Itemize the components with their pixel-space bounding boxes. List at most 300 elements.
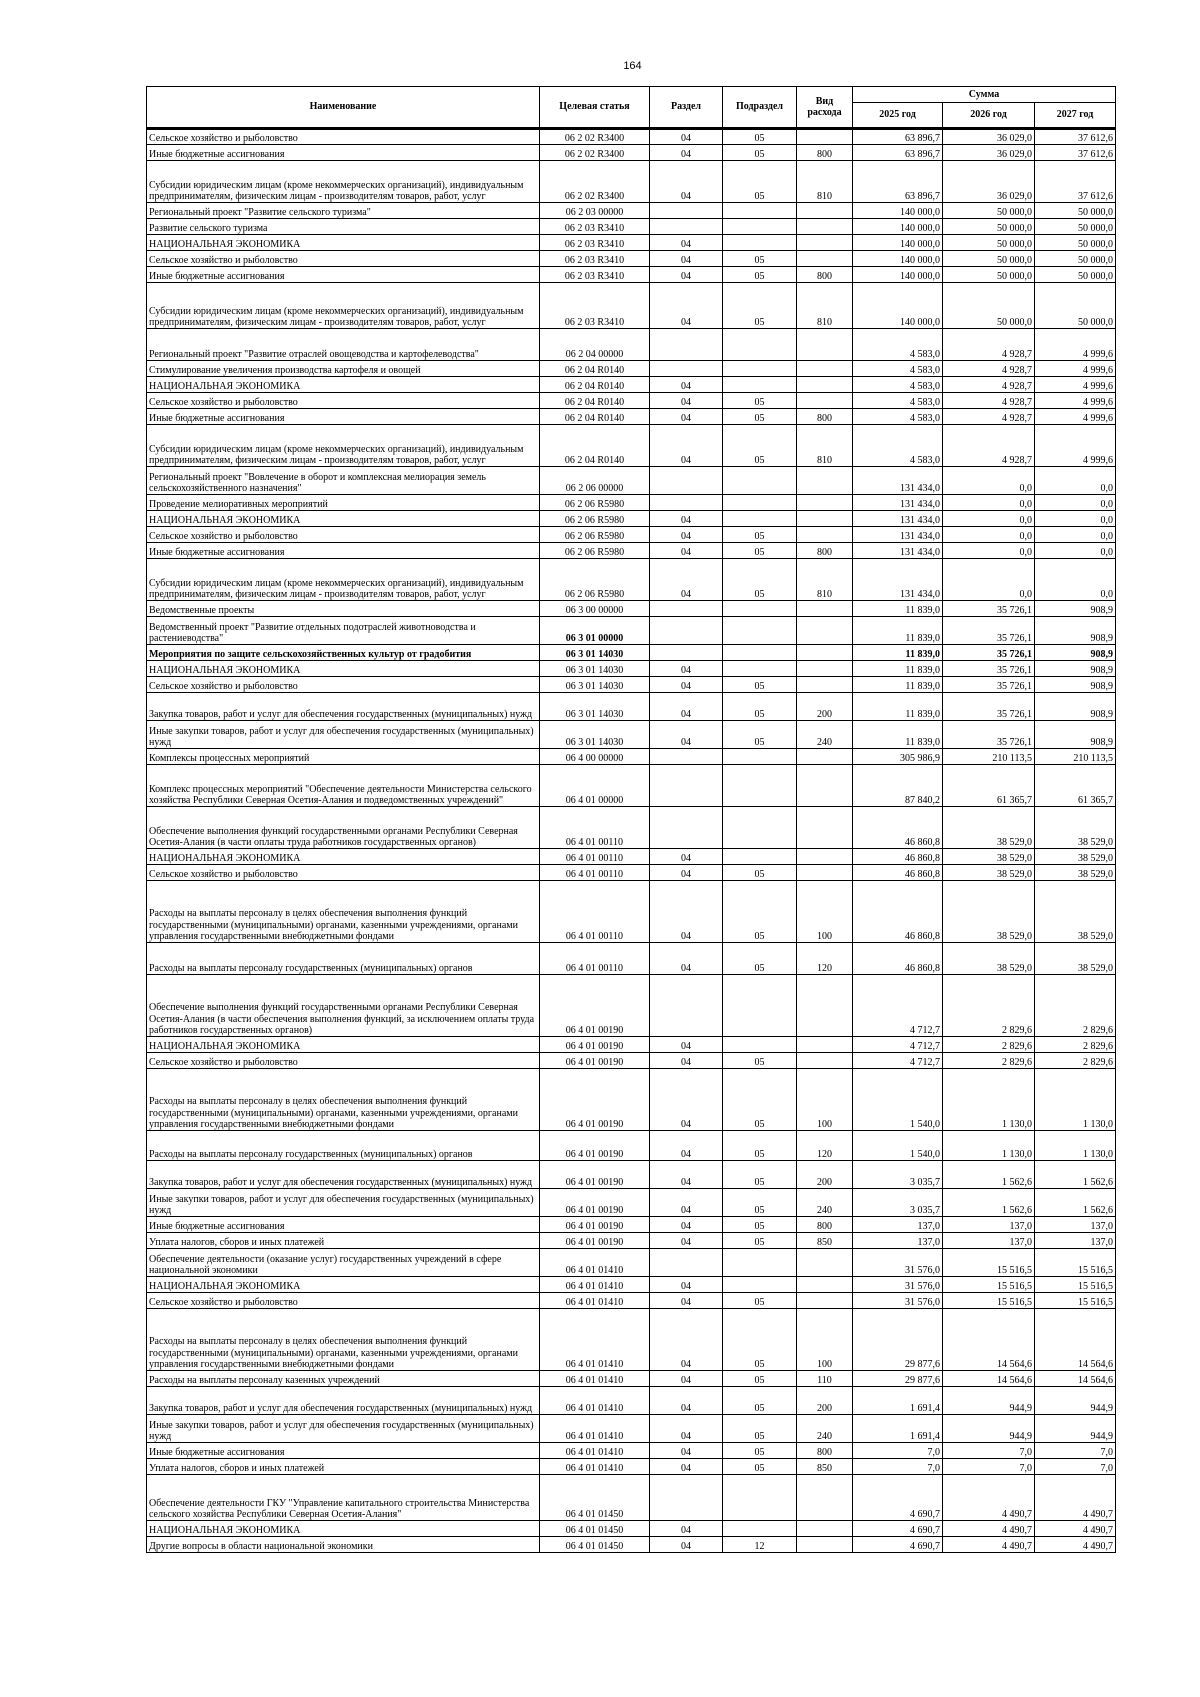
row-target-article: 06 4 01 00190 [540,1233,650,1249]
table-row [147,645,1116,661]
row-sum-2027: 4 999,6 [1035,361,1116,377]
row-target-article: 06 4 01 01410 [540,1415,650,1443]
header-year-2026: 2026 год [943,103,1035,129]
table-row [147,975,1116,1037]
row-subsection: 05 [723,1443,797,1459]
row-expense-type [797,129,853,145]
row-subsection: 05 [723,693,797,721]
row-target-article: 06 4 01 00110 [540,849,650,865]
row-name: Уплата налогов, сборов и иных платежей [147,1459,540,1475]
table-row [147,849,1116,865]
row-name: Стимулирование увеличения производства картофеля и овощей [147,361,540,377]
row-sum-2026: 15 516,5 [943,1293,1035,1309]
row-sum-2025: 11 839,0 [853,677,943,693]
row-sum-2025: 4 690,7 [853,1521,943,1537]
row-section [650,975,723,1037]
table-row [147,283,1116,329]
row-section: 04 [650,1131,723,1161]
row-expense-type: 240 [797,721,853,749]
row-sum-2025: 63 896,7 [853,161,943,203]
row-target-article: 06 2 06 00000 [540,467,650,495]
row-subsection [723,1037,797,1053]
row-expense-type [797,1277,853,1293]
row-subsection: 05 [723,1053,797,1069]
row-expense-type: 240 [797,1189,853,1217]
row-section [650,617,723,645]
row-sum-2025: 4 690,7 [853,1537,943,1553]
row-sum-2026: 210 113,5 [943,749,1035,765]
row-sum-2027: 4 999,6 [1035,425,1116,467]
table-row [147,765,1116,807]
row-expense-type: 120 [797,1131,853,1161]
table-header [147,87,1116,129]
row-expense-type: 100 [797,1309,853,1371]
row-sum-2026: 4 928,7 [943,409,1035,425]
row-sum-2027: 4 490,7 [1035,1521,1116,1537]
row-sum-2025: 11 839,0 [853,661,943,677]
table-row [147,1053,1116,1069]
table-row [147,145,1116,161]
row-expense-type [797,361,853,377]
row-sum-2027: 38 529,0 [1035,943,1116,975]
row-subsection: 05 [723,543,797,559]
row-expense-type: 800 [797,543,853,559]
table-row [147,251,1116,267]
row-sum-2025: 1 540,0 [853,1131,943,1161]
row-sum-2025: 140 000,0 [853,235,943,251]
row-name: Иные бюджетные ассигнования [147,1443,540,1459]
row-section: 04 [650,1293,723,1309]
row-sum-2026: 137,0 [943,1217,1035,1233]
row-subsection [723,849,797,865]
row-sum-2027: 0,0 [1035,527,1116,543]
row-sum-2026: 14 564,6 [943,1309,1035,1371]
row-target-article: 06 4 01 01410 [540,1371,650,1387]
row-target-article: 06 2 04 00000 [540,329,650,361]
row-section [650,329,723,361]
row-section: 04 [650,865,723,881]
table-row [147,1537,1116,1553]
row-sum-2026: 38 529,0 [943,881,1035,943]
row-subsection [723,645,797,661]
row-name: Субсидии юридическим лицам (кроме некоммерческих организаций), индивидуальным предпринимателям, физическим лицам - производителям товаров, работ, услуг [147,283,540,329]
row-sum-2026: 7,0 [943,1443,1035,1459]
row-sum-2025: 63 896,7 [853,145,943,161]
row-name: Расходы на выплаты персоналу казенных учреждений [147,1371,540,1387]
row-section: 04 [650,161,723,203]
row-name: Сельское хозяйство и рыболовство [147,527,540,543]
row-target-article: 06 3 01 14030 [540,693,650,721]
table-row [147,601,1116,617]
table-row [147,161,1116,203]
row-expense-type [797,849,853,865]
row-sum-2026: 50 000,0 [943,235,1035,251]
row-name: Расходы на выплаты персоналу в целях обеспечения выполнения функций государственными (муниципальными) органами, казенными учреждениями, органами управления государственными внебюджетными фондами [147,1309,540,1371]
row-name: Иные закупки товаров, работ и услуг для обеспечения государственных (муниципальных) нужд [147,1189,540,1217]
row-name: Расходы на выплаты персоналу в целях обеспечения выполнения функций государственными (муниципальными) органами, казенными учреждениями, органами управления государственными внебюджетными фондами [147,881,540,943]
row-target-article: 06 4 01 00190 [540,1037,650,1053]
table-row [147,361,1116,377]
row-name: Закупка товаров, работ и услуг для обеспечения государственных (муниципальных) нужд [147,693,540,721]
row-sum-2027: 14 564,6 [1035,1309,1116,1371]
row-target-article: 06 4 01 00190 [540,1217,650,1233]
row-subsection [723,377,797,393]
row-sum-2027: 1 562,6 [1035,1189,1116,1217]
row-section: 04 [650,543,723,559]
row-target-article: 06 4 01 01410 [540,1443,650,1459]
row-sum-2027: 38 529,0 [1035,807,1116,849]
row-subsection [723,1249,797,1277]
row-sum-2027: 50 000,0 [1035,267,1116,283]
row-expense-type [797,975,853,1037]
row-sum-2027: 4 999,6 [1035,409,1116,425]
row-expense-type: 200 [797,693,853,721]
row-subsection: 05 [723,1069,797,1131]
table-row [147,1233,1116,1249]
row-subsection [723,1475,797,1521]
row-sum-2026: 38 529,0 [943,807,1035,849]
row-section: 04 [650,377,723,393]
row-sum-2025: 131 434,0 [853,495,943,511]
row-subsection: 05 [723,1293,797,1309]
table-row [147,1161,1116,1189]
row-sum-2026: 4 928,7 [943,425,1035,467]
row-name: НАЦИОНАЛЬНАЯ ЭКОНОМИКА [147,1037,540,1053]
row-sum-2027: 137,0 [1035,1233,1116,1249]
row-subsection: 05 [723,425,797,467]
row-expense-type [797,511,853,527]
row-sum-2027: 7,0 [1035,1443,1116,1459]
row-section: 04 [650,1309,723,1371]
row-sum-2026: 2 829,6 [943,1053,1035,1069]
row-subsection: 05 [723,1309,797,1371]
row-target-article: 06 4 01 01410 [540,1249,650,1277]
row-sum-2027: 908,9 [1035,677,1116,693]
row-target-article: 06 4 01 00190 [540,1053,650,1069]
row-section: 04 [650,409,723,425]
row-section: 04 [650,1217,723,1233]
row-sum-2026: 38 529,0 [943,849,1035,865]
row-sum-2027: 4 490,7 [1035,1475,1116,1521]
row-expense-type: 100 [797,881,853,943]
row-subsection: 05 [723,1387,797,1415]
row-sum-2027: 14 564,6 [1035,1371,1116,1387]
row-sum-2025: 4 690,7 [853,1475,943,1521]
table-row [147,377,1116,393]
row-sum-2026: 0,0 [943,527,1035,543]
row-target-article: 06 4 01 01450 [540,1537,650,1553]
row-sum-2026: 35 726,1 [943,693,1035,721]
row-name: Иные бюджетные ассигнования [147,1217,540,1233]
table-row [147,1069,1116,1131]
table-row [147,865,1116,881]
row-sum-2026: 50 000,0 [943,219,1035,235]
row-sum-2027: 2 829,6 [1035,975,1116,1037]
row-name: Ведомственный проект "Развитие отдельных подотраслей животноводства и растениеводства" [147,617,540,645]
row-sum-2025: 11 839,0 [853,693,943,721]
row-expense-type [797,219,853,235]
row-name: Иные бюджетные ассигнования [147,267,540,283]
row-sum-2025: 137,0 [853,1233,943,1249]
table-row [147,1131,1116,1161]
row-target-article: 06 2 02 R3400 [540,129,650,145]
row-subsection: 05 [723,1189,797,1217]
row-expense-type: 810 [797,283,853,329]
row-section: 04 [650,1161,723,1189]
row-sum-2025: 140 000,0 [853,283,943,329]
row-expense-type: 110 [797,1371,853,1387]
row-name: Закупка товаров, работ и услуг для обеспечения государственных (муниципальных) нужд [147,1161,540,1189]
row-subsection [723,329,797,361]
header-sum: Сумма [853,87,1116,103]
row-sum-2027: 37 612,6 [1035,145,1116,161]
row-sum-2026: 36 029,0 [943,145,1035,161]
row-name: Развитие сельского туризма [147,219,540,235]
row-section: 04 [650,267,723,283]
row-sum-2027: 908,9 [1035,693,1116,721]
row-target-article: 06 3 01 14030 [540,645,650,661]
row-target-article: 06 2 04 R0140 [540,393,650,409]
row-name: Иные закупки товаров, работ и услуг для обеспечения государственных (муниципальных) нужд [147,721,540,749]
row-sum-2026: 35 726,1 [943,721,1035,749]
row-name: Сельское хозяйство и рыболовство [147,129,540,145]
row-sum-2027: 15 516,5 [1035,1293,1116,1309]
row-sum-2026: 61 365,7 [943,765,1035,807]
row-sum-2026: 944,9 [943,1387,1035,1415]
row-sum-2026: 50 000,0 [943,203,1035,219]
row-expense-type [797,601,853,617]
row-expense-type [797,377,853,393]
row-target-article: 06 4 01 00190 [540,975,650,1037]
row-sum-2026: 15 516,5 [943,1277,1035,1293]
table-row [147,1293,1116,1309]
row-sum-2025: 131 434,0 [853,527,943,543]
row-sum-2026: 0,0 [943,495,1035,511]
row-target-article: 06 4 00 00000 [540,749,650,765]
row-sum-2025: 29 877,6 [853,1309,943,1371]
row-subsection: 05 [723,145,797,161]
row-sum-2027: 137,0 [1035,1217,1116,1233]
row-target-article: 06 4 01 00110 [540,865,650,881]
table-row [147,1415,1116,1443]
row-name: НАЦИОНАЛЬНАЯ ЭКОНОМИКА [147,511,540,527]
row-sum-2026: 50 000,0 [943,267,1035,283]
row-sum-2025: 4 583,0 [853,361,943,377]
row-expense-type: 800 [797,145,853,161]
header-year-2027: 2027 год [1035,103,1116,129]
table-row [147,129,1116,145]
row-name: Расходы на выплаты персоналу государственных (муниципальных) органов [147,943,540,975]
row-sum-2025: 11 839,0 [853,721,943,749]
table-row [147,943,1116,975]
table-row [147,1249,1116,1277]
row-target-article: 06 3 01 14030 [540,661,650,677]
row-name: Комплексы процессных мероприятий [147,749,540,765]
row-section: 04 [650,527,723,543]
row-target-article: 06 4 01 00190 [540,1131,650,1161]
row-name: НАЦИОНАЛЬНАЯ ЭКОНОМИКА [147,1277,540,1293]
row-sum-2026: 35 726,1 [943,645,1035,661]
table-row [147,1277,1116,1293]
row-sum-2025: 4 583,0 [853,409,943,425]
row-section: 04 [650,1443,723,1459]
row-subsection [723,765,797,807]
row-sum-2025: 4 712,7 [853,1053,943,1069]
row-target-article: 06 4 01 01410 [540,1387,650,1415]
row-expense-type: 810 [797,425,853,467]
row-sum-2027: 4 999,6 [1035,329,1116,361]
table-row [147,693,1116,721]
row-sum-2027: 1 130,0 [1035,1131,1116,1161]
row-expense-type [797,617,853,645]
row-subsection: 05 [723,1217,797,1233]
row-target-article: 06 2 04 R0140 [540,377,650,393]
row-expense-type: 240 [797,1415,853,1443]
table-row [147,219,1116,235]
row-sum-2026: 0,0 [943,467,1035,495]
row-subsection [723,219,797,235]
row-name: Региональный проект "Развитие отраслей овощеводства и картофелеводства" [147,329,540,361]
row-sum-2025: 31 576,0 [853,1293,943,1309]
row-sum-2025: 131 434,0 [853,543,943,559]
table-row [147,1037,1116,1053]
row-sum-2026: 0,0 [943,511,1035,527]
row-section [650,645,723,661]
row-expense-type [797,1037,853,1053]
row-expense-type [797,1053,853,1069]
row-expense-type [797,1521,853,1537]
row-sum-2025: 63 896,7 [853,129,943,145]
row-sum-2025: 87 840,2 [853,765,943,807]
row-sum-2026: 35 726,1 [943,677,1035,693]
row-section: 04 [650,235,723,251]
row-sum-2027: 50 000,0 [1035,203,1116,219]
row-sum-2026: 2 829,6 [943,975,1035,1037]
row-subsection: 05 [723,409,797,425]
row-sum-2026: 7,0 [943,1459,1035,1475]
row-sum-2025: 1 540,0 [853,1069,943,1131]
row-subsection: 05 [723,527,797,543]
row-target-article: 06 2 06 R5980 [540,511,650,527]
row-sum-2026: 1 130,0 [943,1069,1035,1131]
row-sum-2027: 61 365,7 [1035,765,1116,807]
row-target-article: 06 2 04 R0140 [540,409,650,425]
row-subsection: 05 [723,1459,797,1475]
row-sum-2027: 7,0 [1035,1459,1116,1475]
row-target-article: 06 4 01 01410 [540,1293,650,1309]
row-section [650,361,723,377]
table-row [147,1459,1116,1475]
table-row [147,661,1116,677]
row-name: Сельское хозяйство и рыболовство [147,1293,540,1309]
row-subsection [723,661,797,677]
row-sum-2025: 46 860,8 [853,943,943,975]
row-expense-type: 810 [797,161,853,203]
row-sum-2027: 1 562,6 [1035,1161,1116,1189]
row-sum-2025: 11 839,0 [853,617,943,645]
row-section [650,203,723,219]
row-name: НАЦИОНАЛЬНАЯ ЭКОНОМИКА [147,235,540,251]
row-section: 04 [650,251,723,267]
row-section [650,495,723,511]
page-number: 164 [623,60,642,72]
row-section: 04 [650,1189,723,1217]
row-section: 04 [650,1521,723,1537]
table-row [147,393,1116,409]
table-row [147,1217,1116,1233]
row-target-article: 06 2 06 R5980 [540,527,650,543]
row-name: Субсидии юридическим лицам (кроме некоммерческих организаций), индивидуальным предпринимателям, физическим лицам - производителям товаров, работ, услуг [147,425,540,467]
row-target-article: 06 4 01 00190 [540,1161,650,1189]
row-sum-2025: 140 000,0 [853,267,943,283]
row-name: Мероприятия по защите сельскохозяйственных культур от градобития [147,645,540,661]
row-subsection: 05 [723,865,797,881]
row-name: Сельское хозяйство и рыболовство [147,865,540,881]
table-row [147,495,1116,511]
row-sum-2027: 210 113,5 [1035,749,1116,765]
row-sum-2027: 50 000,0 [1035,251,1116,267]
row-target-article: 06 2 04 R0140 [540,425,650,467]
row-name: Иные бюджетные ассигнования [147,145,540,161]
row-sum-2027: 0,0 [1035,543,1116,559]
row-subsection [723,495,797,511]
row-subsection: 05 [723,721,797,749]
row-section [650,467,723,495]
row-sum-2027: 4 999,6 [1035,377,1116,393]
row-expense-type [797,495,853,511]
row-sum-2025: 1 691,4 [853,1415,943,1443]
table-row [147,425,1116,467]
row-sum-2026: 36 029,0 [943,129,1035,145]
row-sum-2027: 4 999,6 [1035,393,1116,409]
row-sum-2025: 31 576,0 [853,1277,943,1293]
row-sum-2025: 140 000,0 [853,219,943,235]
row-subsection [723,1277,797,1293]
row-sum-2027: 38 529,0 [1035,865,1116,881]
header-section: Раздел [650,87,723,129]
row-sum-2027: 0,0 [1035,495,1116,511]
row-sum-2026: 4 928,7 [943,361,1035,377]
row-name: НАЦИОНАЛЬНАЯ ЭКОНОМИКА [147,377,540,393]
row-sum-2027: 0,0 [1035,559,1116,601]
row-sum-2027: 1 130,0 [1035,1069,1116,1131]
row-name: НАЦИОНАЛЬНАЯ ЭКОНОМИКА [147,1521,540,1537]
table-row [147,807,1116,849]
table-row [147,721,1116,749]
row-sum-2026: 50 000,0 [943,251,1035,267]
row-section: 04 [650,1233,723,1249]
row-name: Иные бюджетные ассигнования [147,409,540,425]
row-sum-2025: 11 839,0 [853,645,943,661]
row-name: Субсидии юридическим лицам (кроме некоммерческих организаций), индивидуальным предпринимателям, физическим лицам - производителям товаров, работ, услуг [147,161,540,203]
row-sum-2026: 4 490,7 [943,1475,1035,1521]
row-name: Закупка товаров, работ и услуг для обеспечения государственных (муниципальных) нужд [147,1387,540,1415]
row-sum-2025: 131 434,0 [853,511,943,527]
row-section: 04 [650,1537,723,1553]
row-section: 04 [650,1053,723,1069]
row-expense-type: 800 [797,409,853,425]
row-subsection: 05 [723,1131,797,1161]
row-expense-type: 800 [797,1443,853,1459]
row-subsection: 05 [723,559,797,601]
row-sum-2026: 15 516,5 [943,1249,1035,1277]
row-sum-2027: 15 516,5 [1035,1249,1116,1277]
header-subsection: Подраздел [723,87,797,129]
row-expense-type: 810 [797,559,853,601]
row-target-article: 06 2 03 00000 [540,203,650,219]
row-expense-type [797,865,853,881]
row-subsection: 05 [723,1233,797,1249]
